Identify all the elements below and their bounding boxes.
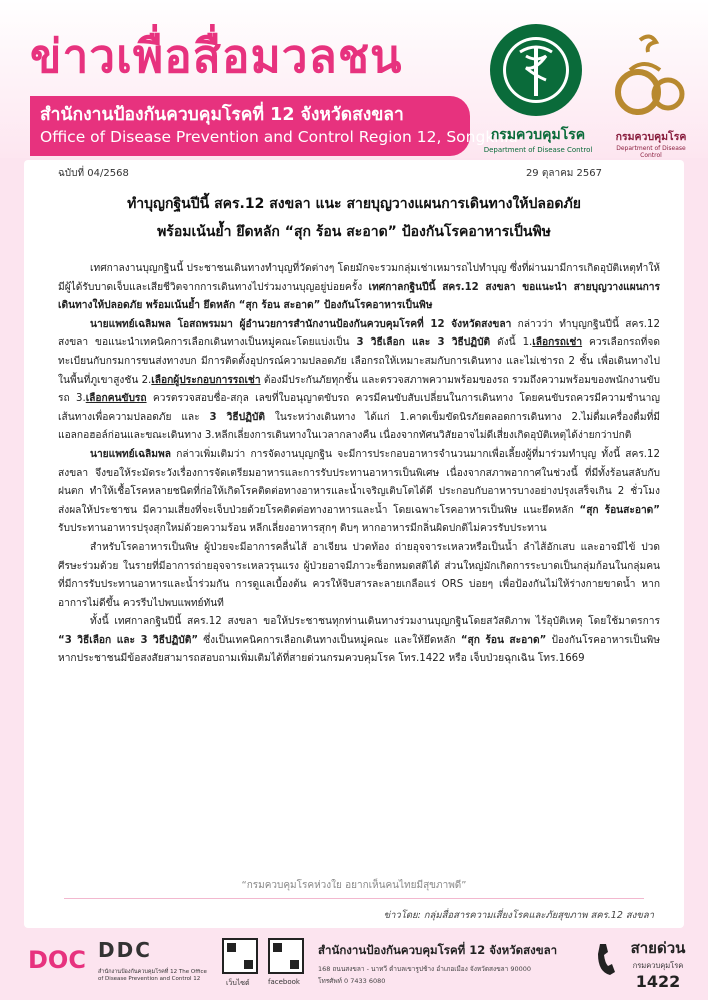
ddc-logo-label: กรมควบคุมโรค Department of Disease Control	[483, 127, 593, 154]
doc-logo: DOC	[28, 946, 86, 974]
paragraph-1: เทศกาลงานบุญกฐินนี้ ประชาชนเดินทางทำบุญที่วัดต่างๆ โดยมักจะรวมกลุ่มเช่าเหมารถไปทำบุญ ซึ่งที่ผ่านมามีการเกิดอุบัติเหตุทำให้มีผู้ได้รับบาดเจ็บและเสียชีวิตจากการเดินทางไปร่วมงานบุญอยู่บ่อยครั้ง เทศกาลกฐินปีนี้ สคร.12 สงขลา ขอแนะนำ สายบุญวางแผนการเดินทางให้ปลอดภัย พร้อมเน้นย้ำ ยึดหลัก “สุก ร้อน สะอาด” ป้องกันโรคอาหารเป็นพิษ	[58, 263, 661, 312]
divider	[64, 898, 644, 899]
paragraph-5: ทั้งนี้ เทศกาลกฐินปีนี้ สคร.12 สงขลา ขอให้ประชาชนทุกท่านเดินทางร่วมงานบุญกฐินโดยสวัสดิภาพ ไร้อุบัติเหตุ โดยใช้มาตรการ “3 วิธีเลือก และ 3 วิธีปฏิบัติ” ซึ่งเป็นเทคนิคการเลือกเดินทางเป็นหมู่คณะ และให้ยึดหลัก “สุก ร้อน สะอาด” ป้องกันโรคอาหารเป็นพิษ หากประชาชนมีข้อสงสัยสามารถสอบถามเพิ่มเติมได้ที่สายด่วนกรมควบคุมโรค โทร.1422 หรือ เจ็บป่วยฉุกเฉิน โทร.1669	[58, 616, 660, 665]
page-title: ข่าวเพื่อสื่อมวลชน	[30, 29, 403, 83]
header	[0, 0, 708, 158]
office-banner	[30, 96, 518, 156]
facebook-qr-code[interactable]	[268, 938, 304, 974]
press-release-card	[24, 160, 684, 928]
paragraph-4: สำหรับโรคอาหารเป็นพิษ ผู้ป่วยจะมีอาการคลื่นไส้ อาเจียน ปวดท้อง ถ่ายอุจจาระเหลวหรือเป็นน้ำ ลำไส้อักเสบ และอาจมีไข้ ปวดศีรษะร่วมด้วย ในรายที่มีอาการถ่ายอุจจาระเหลวรุนแรง ผู้ป่วยอาจมีภาวะช็อกหมดสติได้ ส่วนใหญ่มักเกิดการระบาดเป็นกลุ่มก้อนในกลุ่มคนที่มีการรับประทานอาหารและน้ำร่วมกัน การดูแลเบื้องต้น ควรให้จิบสารละลายเกลือแร่ ORS บ่อยๆ เพื่อป้องกันไม่ให้ร่างกายขาดน้ำ หากอาการไม่ดีขึ้น ควรรีบไปพบแพทย์ทันที	[58, 541, 660, 609]
facebook-qr-label: facebook	[268, 978, 300, 986]
issue-number: ฉบับที่ 04/2568	[58, 168, 129, 179]
headline-line-2: พร้อมเน้นย้ำ ยึดหลัก “สุก ร้อน สะอาด” ป้องกันโรคอาหารเป็นพิษ	[157, 224, 551, 240]
website-qr-label: เว็บไซต์	[226, 979, 250, 987]
website-qr-code[interactable]	[222, 938, 258, 974]
office-name-en: Office of Disease Prevention and Control Region 12, Songkhla	[40, 128, 518, 146]
hotline-box: สายด่วน กรมควบคุมโรค 1422	[630, 939, 686, 991]
moph-logo-icon	[488, 22, 584, 118]
office-name-th: สำนักงานป้องกันควบคุมโรคที่ 12 จังหวัดสงขลา	[40, 105, 404, 125]
ddc-office-logo: DDC สำนักงานป้องกันควบคุมโรคที่ 12 The Office of Disease Prevention and Control 12	[98, 938, 207, 982]
headline	[64, 190, 644, 246]
paragraph-2: นายแพทย์เฉลิมพล โอสถพรมมา ผู้อำนวยการสำนักงานป้องกันควบคุมโรคที่ 12 จังหวัดสงขลา กล่าวว่า ทำบุญกฐินปีนี้ สคร.12 สงขลา ขอแนะนำเทคนิคการเลือกเดินทางเป็นหมู่คณะโดยแบ่งเป็น 3 วิธีเลือก และ 3 วิธีปฏิบัติ ดังนี้ 1.เลือกรถเช่า ควรเลือกรถที่จดทะเบียนกับกรมการขนส่งทางบก มีการติดตั้งอุปกรณ์ความปลอดภัย เลือกรถให้เหมาะสมกับการเดินทาง และไม่เช่ารถ 2 ชั้น เพื่อเดินทางไปในพื้นที่ภูเขาสูงชัน 2.เลือกผู้ประกอบการรถเช่า ต้องมีประกันภัยทุกชั้น และตรวจสภาพความพร้อมของรถ รวมถึงความพร้อมของพนักงานขับรถ 3.เลือกคนขับรถ ควรตรวจสอบชื่อ-สกุล เลขที่ใบอนุญาตขับรถ ควรมีคนขับสับเปลี่ยนในการเดินทาง โดยคนขับรถควรมีความชำนาญเส้นทางเพื่อความปลอดภัย และ 3 วิธีปฏิบัติ ในระหว่างเดินทาง ได้แก่ 1.คาดเข็มขัดนิรภัยตลอดการเดินทาง 2.ไม่ดื่มเครื่องดื่มที่มีแอลกอฮอล์ก่อนและขณะเดินทาง 3.หลีกเลี่ยงการเดินทางในเวลากลางคืน เนื่องจากทัศนวิสัยอาจไม่ดีเสี่ยงเกิดอุบัติเหตุได้ง่ายกว่าปกติ	[58, 318, 660, 442]
slogan-quote: “กรมควบคุมโรคห่วงใย อยากเห็นคนไทยมีสุขภาพดี”	[241, 880, 467, 891]
footer	[0, 928, 708, 1000]
phone-icon	[596, 942, 616, 976]
article-body	[58, 260, 660, 669]
footer-address: 168 ถนนสงขลา - นาทวี ตำบลเขารูปช้าง อำเภอเมือง จังหวัดสงขลา 90000	[318, 965, 532, 973]
release-date: 29 ตุลาคม 2567	[525, 168, 602, 179]
headline-line-1: ทำบุญกฐินปีนี้ สคร.12 สงขลา แนะ สายบุญวางแผนการเดินทางให้ปลอดภัย	[127, 196, 581, 212]
byline: ข่าวโดย: กลุ่มสื่อสารความเสี่ยงโรคและภัยสุขภาพ สคร.12 สงขลา	[383, 910, 654, 921]
anniversary-logo-icon	[610, 30, 690, 130]
footer-telephone: โทรศัพท์ 0 7433 6080	[318, 977, 386, 985]
paragraph-3: นายแพทย์เฉลิมพล กล่าวเพิ่มเติมว่า การจัดงานบุญกฐิน จะมีการประกอบอาหารจำนวนมากเพื่อเลี้ยงผู้ที่มาร่วมทำบุญ ทั้งนี้ สคร.12 สงขลา จึงขอให้ระมัดระวังเรื่องการจัดเตรียมอาหารและการรับประทานอาหารเป็นพิเศษ เนื่องจากสภาพอากาศในช่วงนี้ ที่มีทั้งร้อนสลับกับฝนตก ทำให้เชื้อโรคหลายชนิดที่ก่อให้เกิดโรคติดต่อทางอาหารและน้ำเจริญเติบโตได้ดี ประกอบกับอาหารบางอย่างปรุงเสร็จเกิน 2 ชั่วโมง ส่งผลให้ประชาชน มีความเสี่ยงที่จะเจ็บป่วยด้วยโรคติดต่อทางอาหารและน้ำ โดยเฉพาะโรคอาหารเป็นพิษ แนะยึดหลัก “สุก ร้อนสะอาด” รับประทานอาหารปรุงสุกใหม่ด้วยความร้อน หลีกเลี่ยงอาหารสุกๆ ดิบๆ หากอาหารมีกลิ่นผิดปกติไม่ควรรับประทาน	[58, 448, 660, 535]
footer-office-name: สำนักงานป้องกันควบคุมโรคที่ 12 จังหวัดสงขลา	[318, 943, 558, 957]
anniversary-logo-label: กรมควบคุมโรค Department of Disease Control	[615, 131, 687, 159]
